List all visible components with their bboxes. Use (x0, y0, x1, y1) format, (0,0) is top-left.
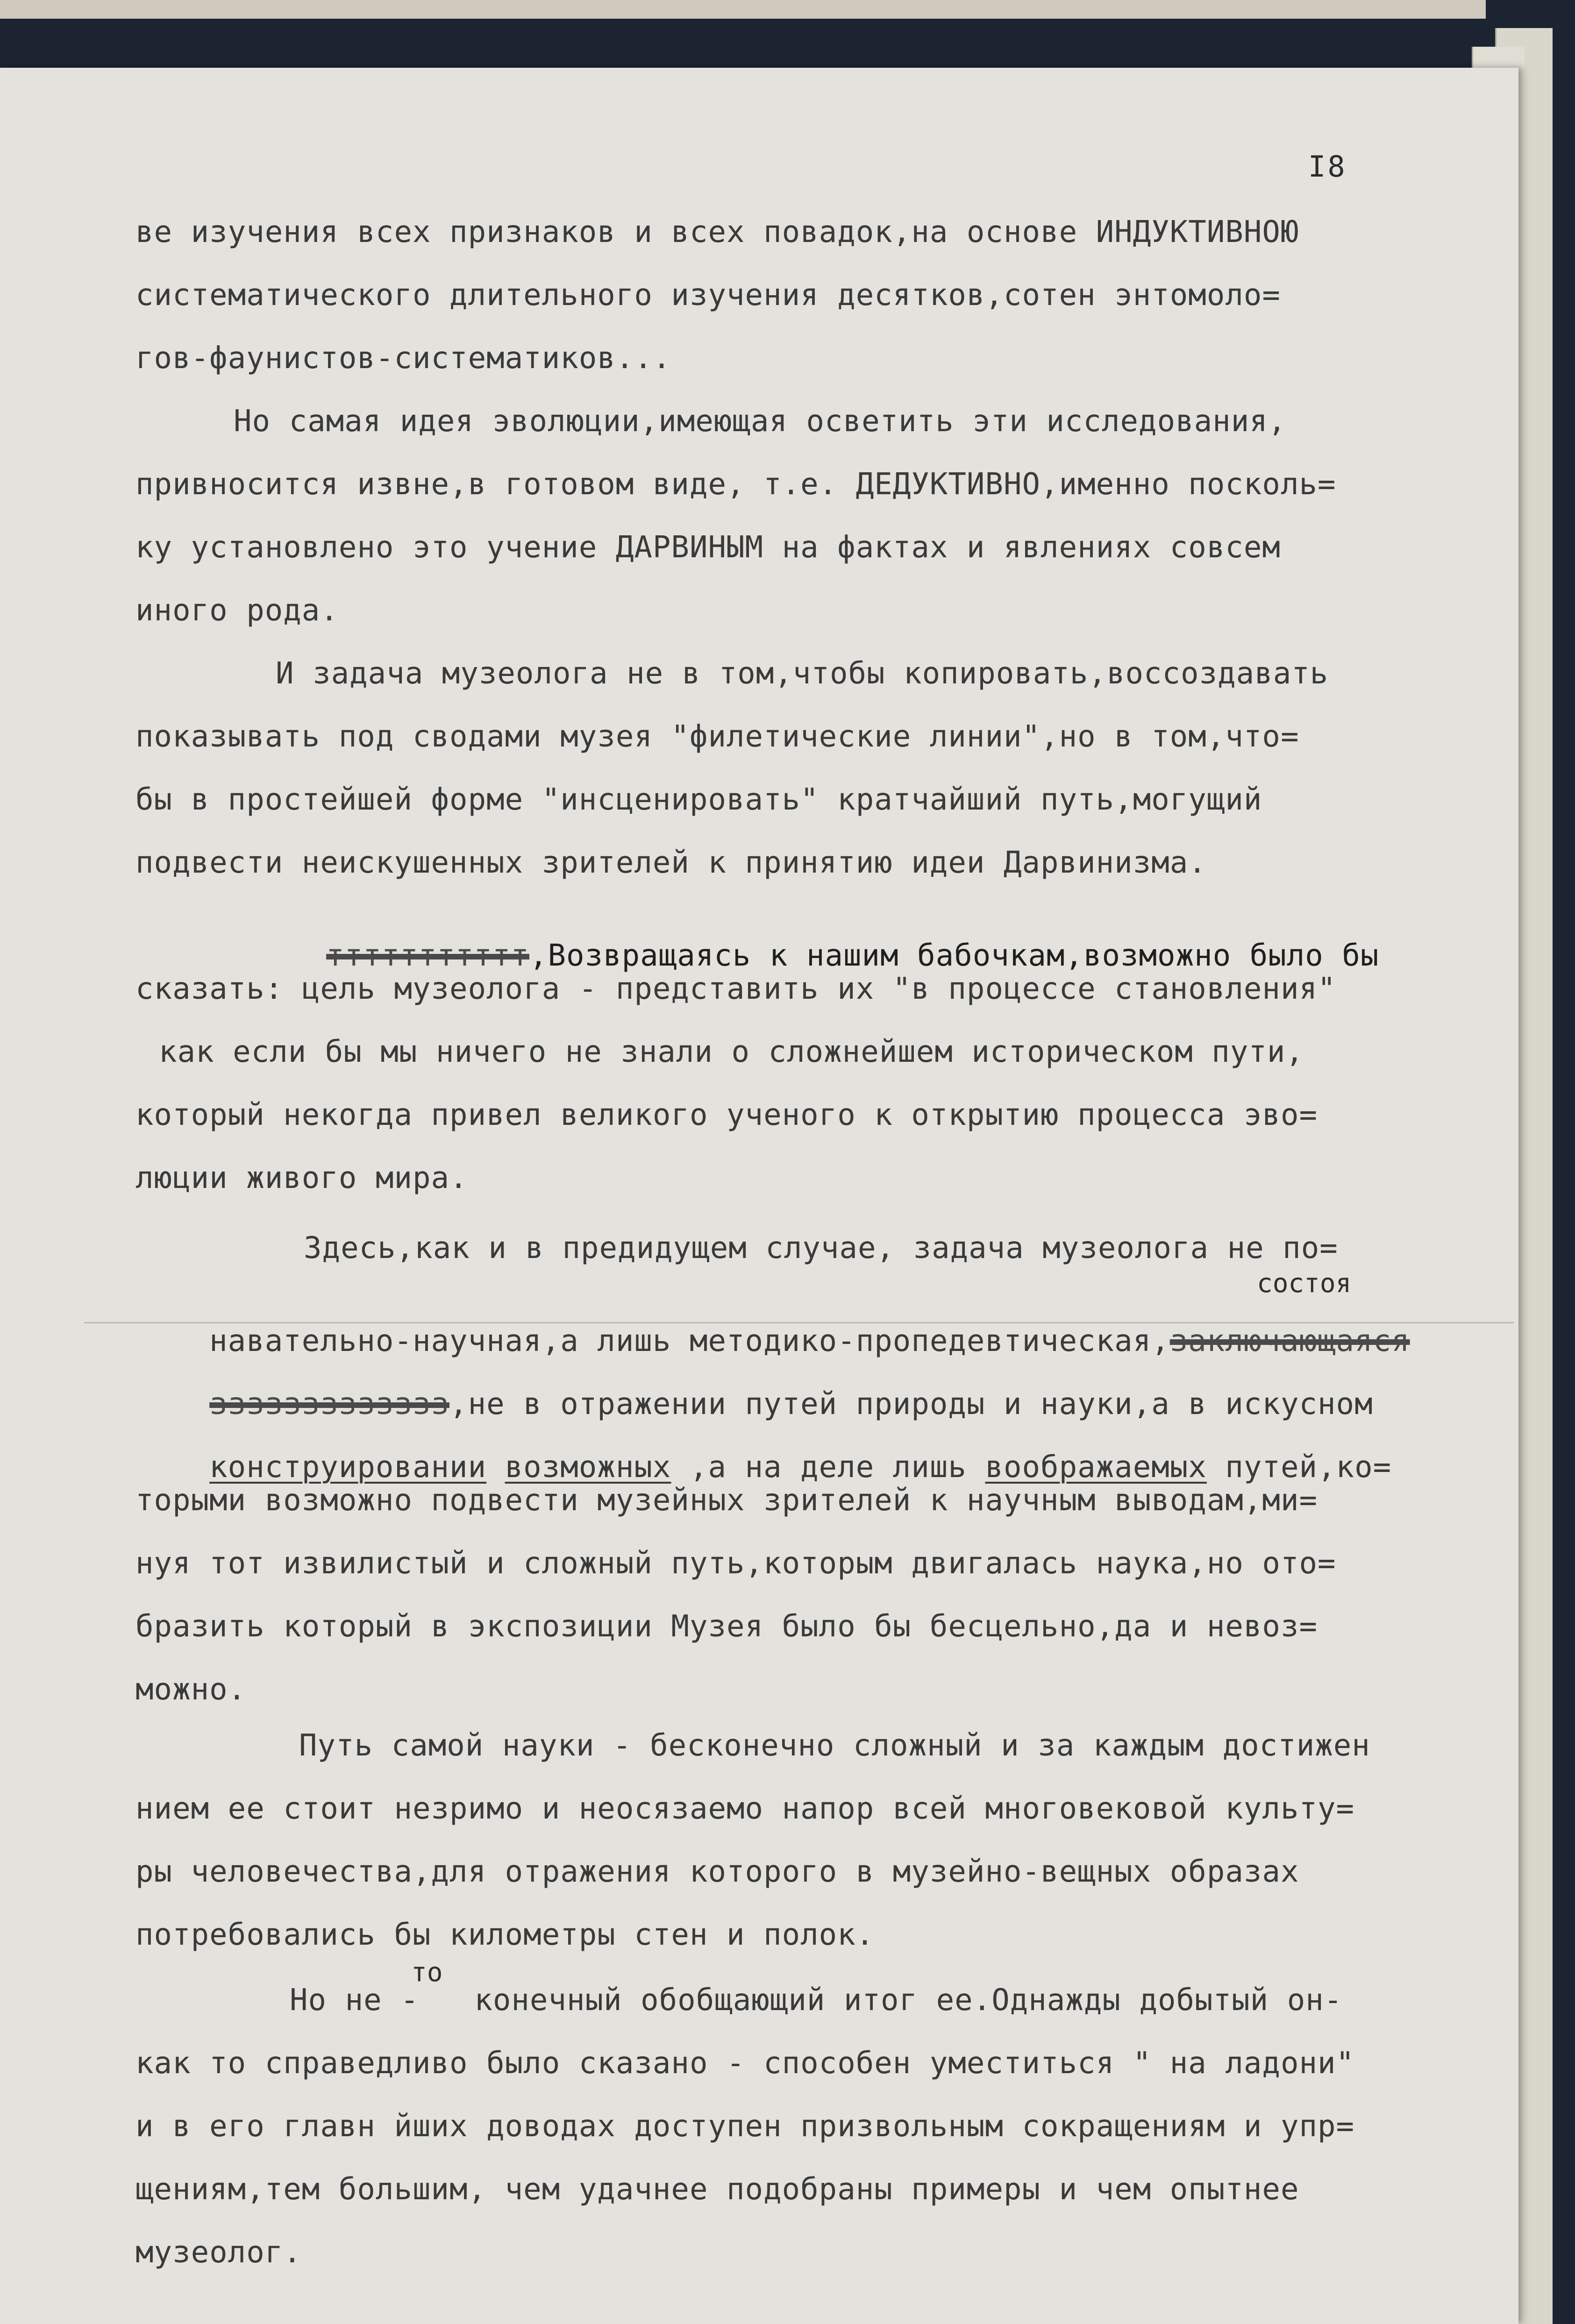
typewritten-page (0, 68, 1518, 2324)
text-line: можно. (135, 1672, 247, 1707)
text-line: ры человечества,для отражения которого в музейно-вещных образах (135, 1855, 1299, 1889)
text-line: как если бы мы ничего не знали о сложнейшем историческом пути, (159, 1035, 1304, 1069)
text-line: систематического длительного изучения десятков,сотен энтомоло= (135, 278, 1281, 313)
text-line: Здесь,как и в предидущем случае, задача музеолога не по= (304, 1231, 1338, 1265)
text-line: Но самая идея эволюции,имеющая осветить эти исследования, (234, 404, 1287, 439)
text-line: бразить который в экспозиции Музея было бы бесцельно,да и невоз= (135, 1609, 1318, 1644)
page-number: I8 (1308, 149, 1347, 184)
text-line: И задача музеолога не в том,чтобы копировать,воссоздавать (276, 656, 1329, 691)
text-line: нуя тот извилистый и сложный путь,которым двигалась наука,но ото= (135, 1546, 1336, 1581)
text-line: щениям,тем большим, чем удачнее подобраны примеры и чем опытнее (135, 2172, 1299, 2207)
struck-out-text: заключающаяся (1169, 1324, 1410, 1358)
text-line: гов-фаунистов-систематиков... (135, 341, 671, 376)
text-line: потребовались бы километры стен и полок. (135, 1918, 875, 1952)
underlined-text: возможных (505, 1450, 671, 1485)
text-line: привносится извне,в готовом виде, т.е. ДЕДУКТИВНО,именно посколь= (135, 467, 1336, 502)
struck-out-text: ззззззззззззз (209, 1387, 450, 1421)
text-line: навательно-научная,а лишь методико-пропедевтическая,заключающаяся (209, 1324, 1410, 1358)
text-line: Но не - конечный обобщающий итог ее.Однажды добытый он- (290, 1983, 1343, 2018)
struck-out-text: ттттттттттт (326, 938, 529, 973)
text-line: ттттттттттт,Возвращаясь к нашим бабочкам,возможно было бы (326, 938, 1379, 973)
text-line: который некогда привел великого ученого к открытию процесса эво= (135, 1098, 1318, 1132)
text-line: бы в простейшей форме "инсценировать" кратчайший путь,могущий (135, 782, 1262, 817)
text-line: музеолог. (135, 2235, 302, 2270)
text-line: ве изучения всех признаков и всех повадок,на основе ИНДУКТИВНОЮ (135, 215, 1299, 249)
text-line: Путь самой науки - бесконечно сложный и за каждым достижен (299, 1728, 1370, 1763)
underlined-text: воображаемых (985, 1450, 1207, 1485)
text-line: как то справедливо было сказано - способен уместиться " на ладони" (135, 2046, 1355, 2081)
text-line: сказать: цель музеолога - представить их "в процессе становления" (135, 972, 1336, 1006)
text-line: нием ее стоит незримо и неосязаемо напор всей многовековой культу= (135, 1791, 1355, 1826)
text-line: торыми возможно подвести музейных зрителей к научным выводам,ми= (135, 1483, 1318, 1518)
underlined-text: конструировании (209, 1450, 487, 1485)
text-line: и в его главн йших доводах доступен призвольным сокращениям и упр= (135, 2109, 1355, 2144)
text-line: иного рода. (135, 593, 339, 628)
text-line: ззззззззззззз,не в отражении путей природы и науки,а в искусном (209, 1387, 1373, 1421)
text-line: люции живого мира. (135, 1161, 468, 1195)
text-line: подвести неискушенных зрителей к принятию идеи Дарвинизма. (135, 846, 1207, 880)
text-line: ку установлено это учение ДАРВИНЫМ на фактах и явлениях совсем (135, 530, 1281, 565)
text-line: конструировании возможных ,а на деле лишь воображаемых путей,ко= (209, 1450, 1392, 1485)
handwritten-insertion: состоя (1257, 1268, 1352, 1299)
text-line: показывать под сводами музея "филетические линии",но в том,что= (135, 719, 1299, 754)
handwritten-insertion: то (411, 1957, 443, 1988)
paper-stack-top (0, 0, 1486, 19)
